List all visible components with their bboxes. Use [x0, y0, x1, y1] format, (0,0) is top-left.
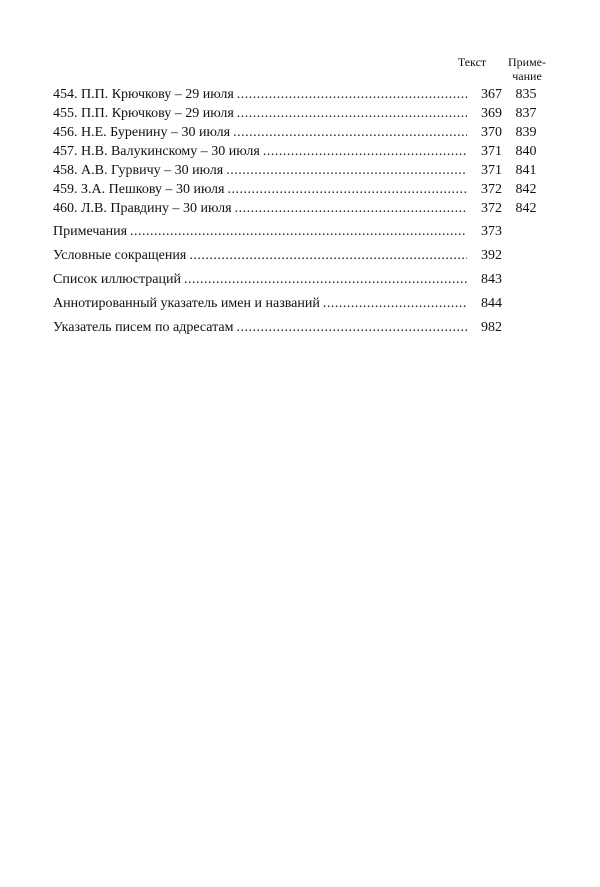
toc-entry	[53, 246, 550, 265]
toc-entry	[53, 180, 550, 199]
entry-notes-page: 841	[515, 163, 537, 178]
entry-notes-page: 837	[515, 106, 537, 121]
dot-leader	[263, 142, 467, 161]
dot-leader	[226, 161, 467, 180]
dot-leader	[227, 180, 467, 199]
entry-title: Указатель писем по адресатам	[53, 320, 234, 335]
column-header-text: Текст	[457, 55, 487, 69]
dot-leader	[323, 294, 467, 313]
dot-leader	[237, 85, 467, 104]
entry-page: 371	[481, 144, 502, 159]
column-header-notes-line2: чание	[512, 69, 542, 83]
entry-page: 372	[481, 182, 502, 197]
entry-title: 455. П.П. Крючкову – 29 июля	[53, 106, 234, 121]
entry-page: 392	[481, 248, 502, 263]
entry-page: 844	[481, 296, 502, 311]
dot-leader	[235, 199, 467, 218]
entry-title: 454. П.П. Крючкову – 29 июля	[53, 87, 234, 102]
entry-title: 456. Н.Е. Буренину – 30 июля	[53, 125, 231, 140]
entry-title: 459. З.А. Пешкову – 30 июля	[53, 182, 225, 197]
entry-page: 371	[481, 163, 502, 178]
entry-page: 372	[481, 201, 502, 216]
entry-notes-page: 839	[515, 125, 537, 140]
toc-entry	[53, 270, 550, 289]
dot-leader	[237, 318, 467, 337]
dot-leader	[233, 123, 467, 142]
toc-entry	[53, 123, 550, 142]
entry-title: 457. Н.В. Валукинскому – 30 июля	[53, 144, 260, 159]
toc-entry	[53, 161, 550, 180]
toc-entry	[53, 104, 550, 123]
toc-entry	[53, 85, 550, 104]
entry-title: Аннотированный указатель имен и названий	[53, 296, 320, 311]
entry-title: Условные сокращения	[53, 248, 187, 263]
entry-page: 982	[481, 320, 502, 335]
entry-notes-page: 842	[515, 182, 537, 197]
entry-notes-page: 842	[515, 201, 537, 216]
entry-page: 367	[481, 87, 502, 102]
toc-entry	[53, 142, 550, 161]
entry-page: 370	[481, 125, 502, 140]
entry-notes-page: 840	[515, 144, 537, 159]
toc-entry	[53, 222, 550, 241]
entry-title: Примечания	[53, 224, 128, 239]
dot-leader	[189, 246, 467, 265]
toc-entry	[53, 318, 550, 337]
column-header-notes-line1: Приме-	[507, 55, 546, 69]
dot-leader	[184, 270, 467, 289]
entry-title: Список иллюстраций	[53, 272, 181, 287]
entry-notes-page: 835	[515, 87, 537, 102]
dot-leader	[130, 222, 467, 241]
toc-entry	[53, 294, 550, 313]
entry-title: 458. А.В. Гурвичу – 30 июля	[53, 163, 224, 178]
toc-entry	[53, 199, 550, 218]
entry-page: 373	[481, 224, 502, 239]
entry-page: 843	[481, 272, 502, 287]
entry-title: 460. Л.В. Правдину – 30 июля	[53, 201, 232, 216]
dot-leader	[237, 104, 467, 123]
column-header-notes	[504, 55, 550, 83]
entry-page: 369	[481, 106, 502, 121]
